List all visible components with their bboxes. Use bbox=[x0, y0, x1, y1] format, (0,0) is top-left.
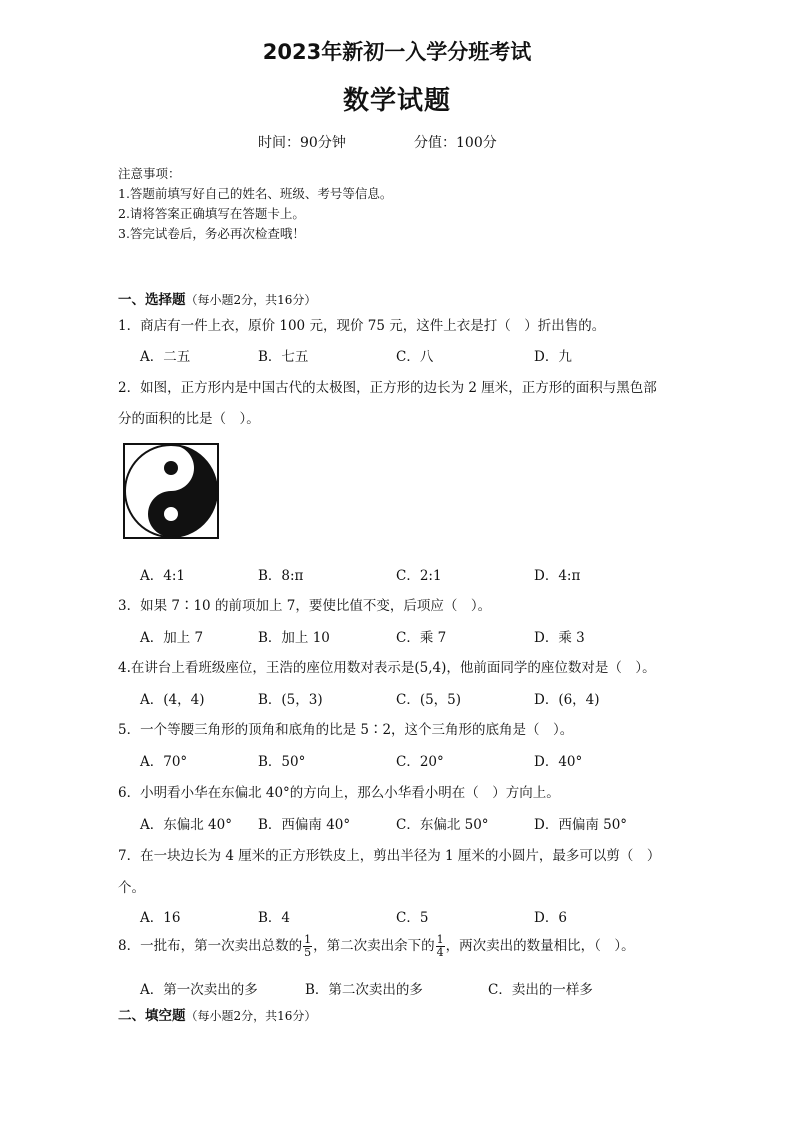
q6-option-b: B．西偏南 40° bbox=[258, 817, 351, 833]
section1-title: 一、选择题 bbox=[118, 292, 186, 308]
q1-option-b: B．七五 bbox=[258, 349, 309, 365]
section2-title: 二、填空题 bbox=[118, 1008, 186, 1024]
note-item: 2.请将答案正确填写在答题卡上。 bbox=[118, 206, 305, 221]
question-2-stem-line1: 2．如图，正方形内是中国古代的太极图，正方形的边长为 2 厘米，正方形的面积与黑色部 bbox=[118, 380, 657, 396]
section2-heading bbox=[118, 1004, 316, 1024]
section2-note: （每小题2分，共16分） bbox=[185, 1009, 317, 1023]
q7-option-b: B．4 bbox=[258, 910, 291, 926]
q2-option-b: B．8:π bbox=[258, 568, 304, 584]
q5-option-c: C．20° bbox=[396, 754, 444, 770]
fraction-one-fifth bbox=[303, 934, 312, 959]
exam-score: 分值：100分 bbox=[414, 135, 497, 151]
q6-option-c: C．东偏北 50° bbox=[396, 817, 489, 833]
q4-option-d: D．(6，4) bbox=[534, 692, 600, 708]
exam-subtitle: 数学试题 bbox=[342, 86, 451, 116]
question-5-stem: 5．一个等腰三角形的顶角和底角的比是 5∶2，这个三角形的底角是（ ）。 bbox=[118, 722, 574, 738]
question-7-stem-line1: 7．在一块边长为 4 厘米的正方形铁皮上，剪出半径为 1 厘米的小圆片，最多可以剪（ ） bbox=[118, 848, 661, 864]
q5-option-b: B．50° bbox=[258, 754, 306, 770]
q8-option-a: A．第一次卖出的多 bbox=[140, 982, 258, 998]
question-4-stem: 4.在讲台上看班级座位，王浩的座位用数对表示是(5,4)，他前面同学的座位数对是（ ）。 bbox=[118, 660, 656, 676]
q3-option-d: D．乘 3 bbox=[534, 630, 585, 646]
q4-option-c: C．(5，5) bbox=[396, 692, 462, 708]
fraction-denominator: 4 bbox=[436, 946, 444, 959]
section1-note: （每小题2分，共16分） bbox=[185, 293, 317, 307]
notes-heading: 注意事项： bbox=[118, 166, 181, 181]
question-2-stem-line2: 分的面积的比是（ ）。 bbox=[118, 411, 260, 427]
notes-block bbox=[118, 164, 392, 244]
q1-option-a: A．二五 bbox=[140, 349, 191, 365]
q2-option-d: D．4:π bbox=[534, 568, 581, 584]
q8-stem-part1: 8．一批布，第一次卖出总数的 bbox=[118, 938, 303, 954]
q2-option-a: A．4:1 bbox=[140, 568, 185, 584]
question-7-stem-line2: 个。 bbox=[118, 880, 145, 896]
q5-option-a: A．70° bbox=[140, 754, 188, 770]
question-6-stem: 6．小明看小华在东偏北 40°的方向上，那么小华看小明在（ ）方向上。 bbox=[118, 785, 560, 801]
question-1-stem: 1．商店有一件上衣，原价 100 元，现价 75 元，这件上衣是打（ ）折出售的。 bbox=[118, 318, 606, 334]
taiji-figure bbox=[123, 443, 219, 539]
q4-option-b: B．(5，3) bbox=[258, 692, 323, 708]
question-8-stem bbox=[118, 934, 635, 959]
q7-option-a: A．16 bbox=[140, 910, 181, 926]
q6-option-d: D．西偏南 50° bbox=[534, 817, 628, 833]
q6-option-a: A．东偏北 40° bbox=[140, 817, 232, 833]
q8-option-c: C．卖出的一样多 bbox=[488, 982, 593, 998]
question-3-stem: 3．如果 7∶10 的前项加上 7，要使比值不变，后项应（ ）。 bbox=[118, 598, 492, 614]
q8-stem-part2: ，第二次卖出余下的 bbox=[313, 938, 435, 954]
q7-option-d: D．6 bbox=[534, 910, 567, 926]
q4-option-a: A．(4，4) bbox=[140, 692, 205, 708]
taiji-symbol bbox=[123, 443, 219, 539]
note-item: 1.答题前填写好自己的姓名、班级、考号等信息。 bbox=[118, 186, 393, 201]
q2-option-c: C．2:1 bbox=[396, 568, 442, 584]
q8-stem-part3: ，两次卖出的数量相比，（ ）。 bbox=[445, 938, 635, 954]
fraction-one-fourth bbox=[436, 934, 445, 959]
fraction-numerator: 1 bbox=[436, 933, 444, 946]
q1-option-c: C．八 bbox=[396, 349, 434, 365]
q3-option-c: C．乘 7 bbox=[396, 630, 447, 646]
section1-heading bbox=[118, 288, 316, 308]
exam-time: 时间：90分钟 bbox=[258, 135, 346, 151]
q1-option-d: D．九 bbox=[534, 349, 572, 365]
note-item: 3.答完试卷后，务必再次检查哦！ bbox=[118, 226, 305, 241]
q8-option-b: B．第二次卖出的多 bbox=[305, 982, 423, 998]
fraction-numerator: 1 bbox=[304, 933, 312, 946]
q3-option-a: A．加上 7 bbox=[140, 630, 204, 646]
q7-option-c: C．5 bbox=[396, 910, 429, 926]
fraction-denominator: 5 bbox=[304, 946, 312, 959]
q3-option-b: B．加上 10 bbox=[258, 630, 330, 646]
q5-option-d: D．40° bbox=[534, 754, 583, 770]
exam-title: 2023年新初一入学分班考试 bbox=[262, 40, 532, 64]
